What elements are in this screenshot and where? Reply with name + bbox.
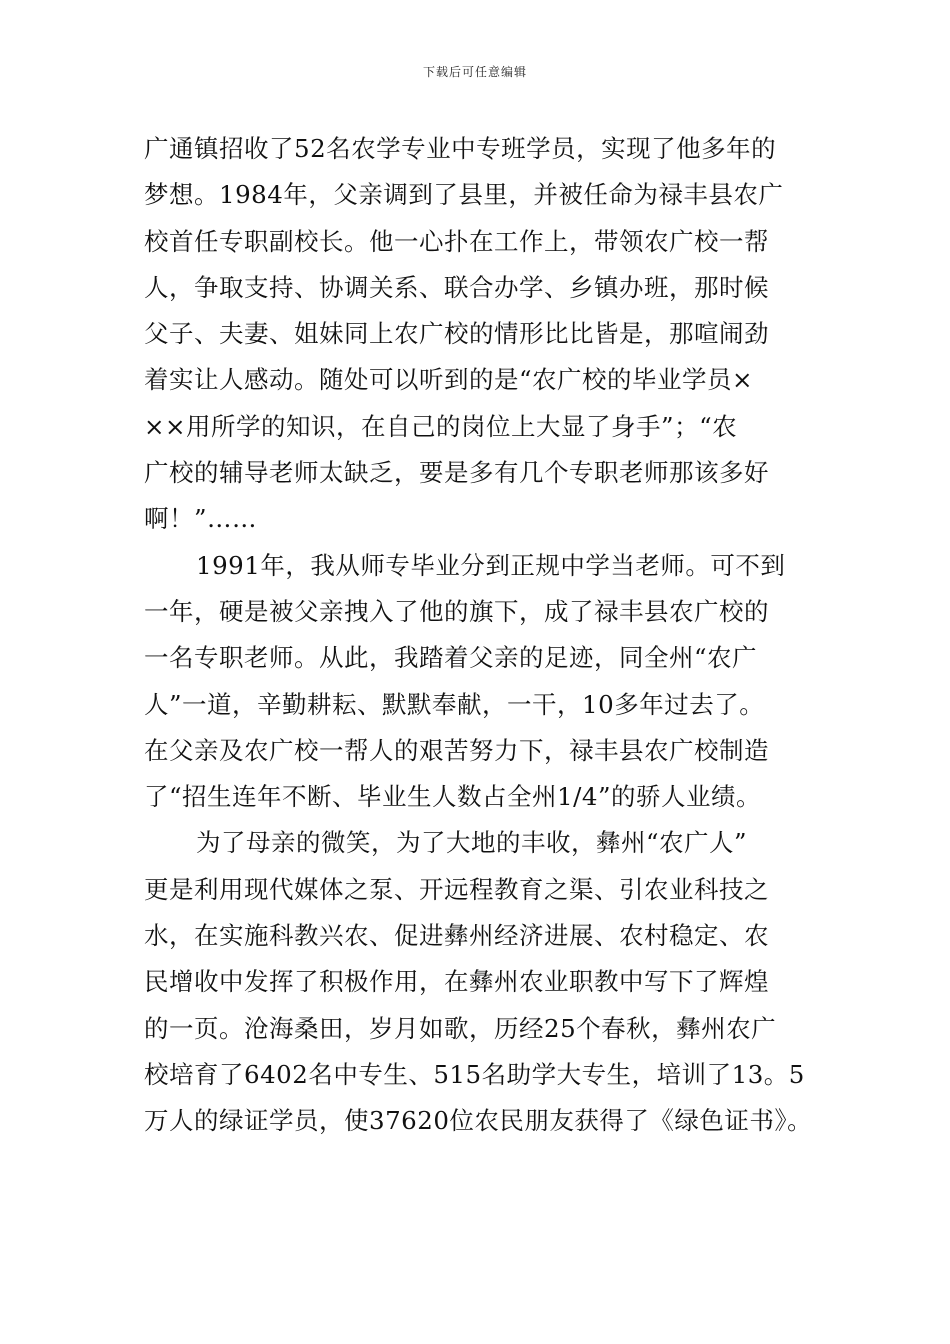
text-line: 梦想。1984年，父亲调到了县里，并被任命为禄丰县农广 bbox=[144, 180, 784, 210]
text-line: 父子、夫妻、姐妹同上农广校的情形比比皆是，那喧闹劲 bbox=[144, 319, 769, 349]
text-line: 校首任专职副校长。他一心扑在工作上，带领农广校一帮 bbox=[144, 226, 769, 256]
text-line: 校培育了6402名中专生、515名助学大专生，培训了13。5 bbox=[144, 1059, 805, 1089]
text-line: 更是利用现代媒体之泵、开远程教育之渠、引农业科技之 bbox=[144, 874, 769, 904]
text-line: 人”一道，辛勤耕耘、默默奉献，一干，10多年过去了。 bbox=[144, 689, 765, 719]
text-line: 人，争取支持、协调关系、联合办学、乡镇办班，那时候 bbox=[144, 272, 769, 302]
document-body bbox=[144, 126, 814, 1145]
text-line: 水，在实施科教兴农、促进彝州经济进展、农村稳定、农 bbox=[144, 921, 769, 951]
text-line: 啊！”…… bbox=[144, 504, 258, 534]
text-line: 的一页。沧海桑田，岁月如歌，历经25个春秋，彝州农广 bbox=[144, 1013, 777, 1043]
text-line: 了“招生连年不断、毕业生人数占全州1/4”的骄人业绩。 bbox=[144, 782, 761, 812]
text-line: 广通镇招收了52名农学专业中专班学员，实现了他多年的 bbox=[144, 134, 777, 163]
paragraph bbox=[144, 126, 814, 543]
text-line: 着实让人感动。随处可以听到的是“农广校的毕业学员× bbox=[144, 365, 754, 395]
text-line: 在父亲及农广校一帮人的艰苦努力下，禄丰县农广校制造 bbox=[144, 735, 769, 765]
text-line: 广校的辅导老师太缺乏，要是多有几个专职老师那该多好 bbox=[144, 458, 769, 488]
text-line: 为了母亲的微笑，为了大地的丰收，彝州“农广人” bbox=[196, 828, 748, 858]
page-header: 下载后可任意编辑 bbox=[422, 65, 527, 79]
text-line: 一年，硬是被父亲拽入了他的旗下，成了禄丰县农广校的 bbox=[144, 596, 769, 626]
text-line: 万人的绿证学员，使37620位农民朋友获得了《绿色证书》。 bbox=[144, 1106, 813, 1136]
text-line: ××用所学的知识，在自己的岗位上大显了身手”；“农 bbox=[144, 411, 738, 441]
text-line: 民增收中发挥了积极作用，在彝州农业职教中写下了辉煌 bbox=[144, 967, 769, 997]
text-line: 一名专职老师。从此，我踏着父亲的足迹，同全州“农广 bbox=[144, 643, 758, 673]
paragraph bbox=[144, 543, 814, 821]
text-line: 1991年，我从师专毕业分到正规中学当老师。可不到 bbox=[196, 550, 786, 580]
paragraph bbox=[144, 820, 814, 1144]
